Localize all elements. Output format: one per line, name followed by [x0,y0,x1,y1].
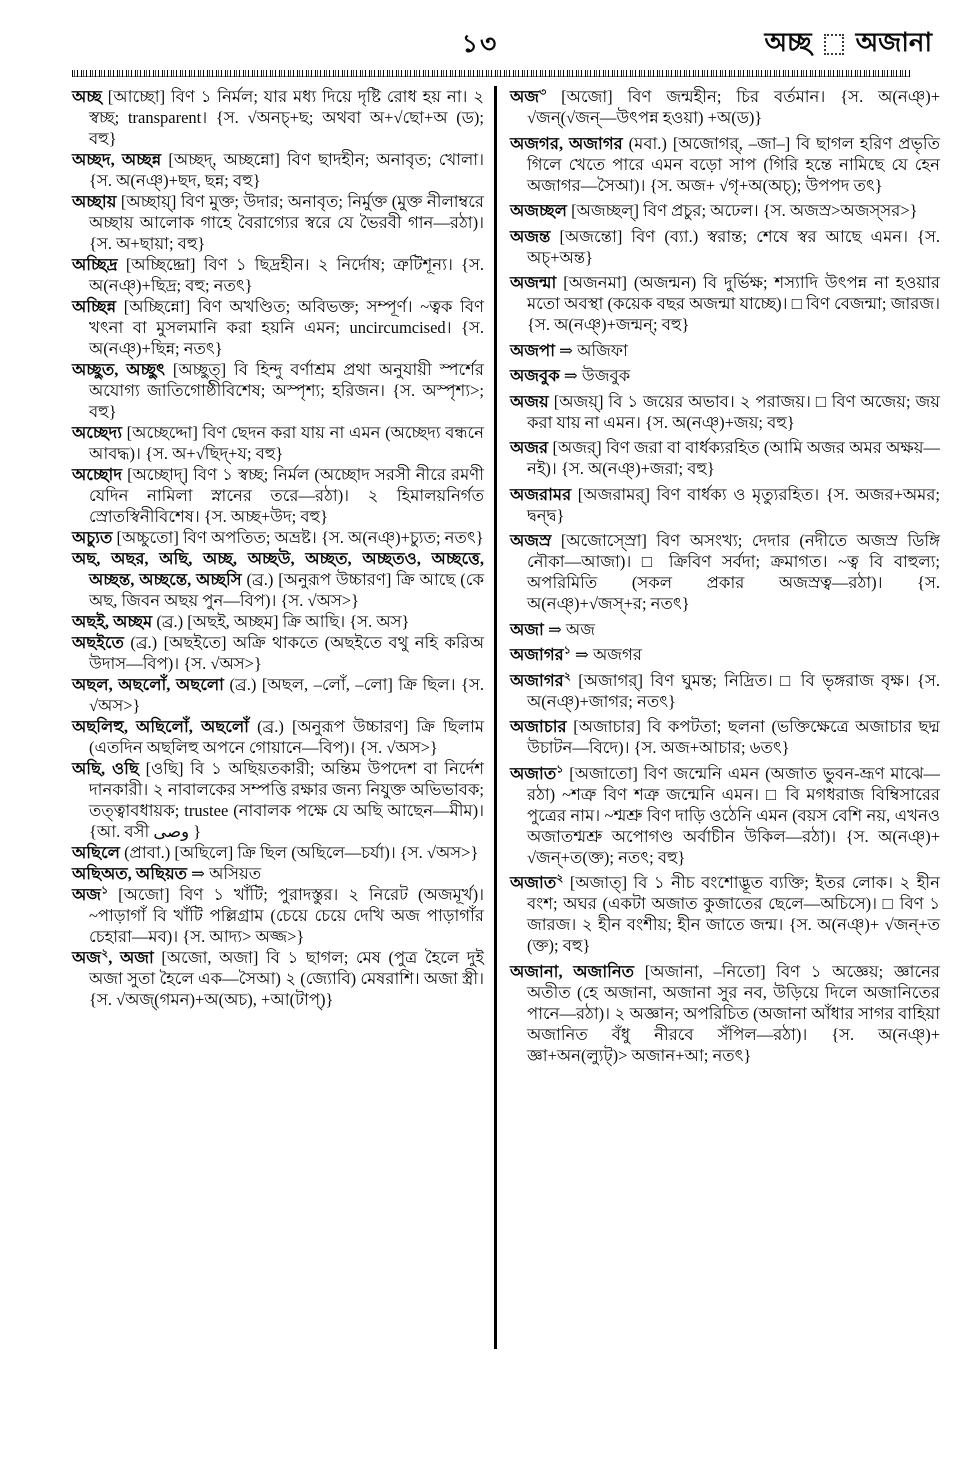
entry-body: [অজয়্] বি ১ জয়ের অভাব। ২ পরাজয়। □ বিণ অজেয়; জয় করা যায় না এমন। {স. অ(নঞ্)+জয়; বহু} [527,391,940,432]
entry-body: [অজো] বিণ জন্মহীন; চির বর্তমান। {স. অ(নঞ্)+ √জন্(√জন্—উৎপন্ন হওয়া) +অ(ড)} [527,87,940,127]
dictionary-entry [72,254,484,296]
dictionary-entry [510,133,940,196]
entry-body: [অজর্] বিণ জরা বা বার্ধক্যরহিত (আমি অজর অমর অক্ষয়—নই)। {স. অ(নঞ্)+জরা; বহু} [527,438,940,478]
dictionary-entry [72,359,484,422]
entry-headword: অজবুক [510,366,560,385]
dictionary-entry [510,437,940,479]
entry-body: ⇒ অজ [543,619,595,639]
entry-headword: অছই, অচ্ছম [72,612,153,631]
dictionary-entry [510,530,940,614]
entry-headword-superscript: ২ [101,947,109,960]
entry-headword: অজ [72,885,102,904]
dictionary-entry [72,716,484,758]
entry-body: [অজানা, –নিতো] বিণ ১ অজ্ঞেয়; জ্ঞানের অতীত (হে অজানা, অজানা সুর নব, উড়িয়ে দিলে অজানিতের পানে—রঠা)। ২ অজ্ঞান; অপরিচিত (অজানা আঁধার সাগর বাহিয়া অজানিত বঁধু নীরবে সঁপিল—রঠা)। {স. অ(নঞ্)+ জ্ঞা+অন(ল্যুট্)> অজান+আ; নতৎ} [527,961,941,1065]
entry-headword: অছ, অছর, অছি, অচ্ছ, অচ্ছউ, অচ্ছত, অচ্ছতও, অচ্ছত্তে, অচ্ছন্ত, অচ্ছন্তে, অচ্ছসি [72,549,484,589]
dictionary-entry [72,86,484,149]
dictionary-entry [510,272,940,335]
entry-headword-superscript: ১ [101,884,109,897]
entry-headword: অজরামর [510,484,572,504]
entry-headword-superscript: ২ [563,670,571,682]
entry-body: [অচ্ছিদ্দ্রো] বিণ ১ ছিদ্রহীন। ২ নির্দোষ; ত্রুটিশূন্য। {স. অ(নঞ্)+ছিদ্র; বহু; নতৎ} [89,255,484,295]
dictionary-entry [72,842,484,863]
dictionary-entry [72,191,484,254]
dictionary-entry [72,149,484,191]
entry-headword: অচ্ছদ, অচ্ছন্ন [72,150,162,169]
entry-body: [অজাতো] বিণ জন্মেনি এমন (অজাত ভুবন-ভ্রূণ মাঝে—রঠা) ~শত্রু বিণ শত্রু জন্মেনি এমন। □ বি মগধরাজ বিম্বিসারের পুত্রের নাম। ~শ্মশ্রু বিণ দাড়ি ওঠেনি এমন (বয়স বেশি নয়, এখনও অজাতশ্মশ্রু অপোগণ্ড অর্বাচীন উকিল—রঠা)। {স. অ(নঞ্)+ √জন্+ত(ক্ত); নতৎ; বহু} [527,763,940,867]
entry-body: [ওছি] বি ১ অছিয়তকারী; অন্তিম উপদেশ বা নির্দেশ দানকারী। ২ নাবালকের সম্পত্তি রক্ষার জন্য নিযুক্ত অভিভাবক; তত্ত্বাবধায়ক; trustee (নাবালক পক্ষে যে অছি আছেন—মীম)। {আ. বসী وصى } [89,759,484,841]
entry-body: ⇒ অসিয়ত [187,864,262,883]
entry-headword: অজানা, অজানিত [510,961,635,981]
entry-body: (মবা.) [অজোগর্, –জা–] বি ছাগল হরিণ প্রভৃতি গিলে খেতে পারে এমন বড়ো সাপ (গিরি হন্তে নামিছে যে হেন অজাগর—সৈআ)। {স. অজ+ √গৃ+অ(অচ্); উপপদ তৎ} [527,133,940,195]
entry-body: [অচ্ছোদ্] বিণ ১ স্বচ্ছ; নির্মল (অচ্ছোদ সরসী নীরে রমণী যেদিন নামিলা স্নানের তরে—রঠা)। ২ হিমালয়নির্গত স্রোতস্বিনীবিশেষ। {স. অচ্ছ+উদ; বহু} [89,465,484,526]
entry-body: [অজো] বিণ ১ খাঁটি; পুরাদস্তুর। ২ নিরেট (অজমূর্খ)। ~পাড়াগাঁ বি খাঁটি পল্লিগ্রাম (চেয়ে চেয়ে দেখি অজ পাড়াগাঁর চেহারা—মব)। {স. আদ্য> অজ্জ>} [89,885,484,946]
separator-box-icon [824,34,844,55]
dictionary-body [72,86,940,1444]
dictionary-entry [510,670,940,712]
entry-body: [অচ্ছদ্, অচ্ছন্নো] বিণ ছাদহীন; অনাবৃত; খোলা। {স. অ(নঞ্)+ছদ, ছন্ন; বহু} [89,150,484,190]
guide-word-first: অচ্ছ [764,28,812,57]
entry-headword-extra: , অজা [108,948,154,967]
entry-headword: অজপা [510,340,556,360]
entry-body: [আচ্ছো] বিণ ১ নির্মল; যার মধ্য দিয়ে দৃষ্টি রোধ হয় না। ২ স্বচ্ছ; transparent। {স. √অনচ্+ছ; অথবা অ+√ছো+অ (ড); বহু} [89,87,484,148]
entry-body: [অজচ্ছল্] বিণ প্রচুর; অঢেল। {স. অজস্র>অজস্সর>} [566,201,918,220]
entry-headword: অচ্ছিন্ন [72,297,117,316]
entry-body: ⇒ অজগর [570,645,642,664]
entry-body: [অজন্তো] বিণ (ব্যা.) স্বরান্ত; শেষে স্বর আছে এমন। {স. অচ্+অন্ত} [527,226,940,267]
dictionary-entry [72,863,484,884]
dictionary-entry [72,464,484,527]
entry-headword: অজন্ত [510,226,551,246]
entry-headword: অজাত [510,763,557,783]
guide-words [764,22,932,66]
entry-body: [অচ্ছেদ্দো] বিণ ছেদন করা যায় না এমন (অচ্ছেদ্য বন্ধনে আবদ্ধ)। {স. অ+√ছিদ্+য; বহু} [89,423,484,463]
entry-headword: অজাগর [510,645,564,664]
dictionary-entry [72,548,484,611]
entry-body: (ব্র.) [অছইতে] অক্রি থাকতে (অছইতে বথু নহি করিঅ উদাস—বিপ)। {স. √অস>} [89,633,484,673]
entry-headword: অজগর, অজাগর [510,133,623,153]
entry-headword: অজর [510,438,549,457]
entry-headword: অজচ্ছল [510,201,567,220]
entry-headword: অজাচার [510,717,567,736]
entry-headword: অছইতে [72,633,124,652]
entry-headword-superscript: ১ [556,763,564,775]
entry-body: [অচ্চুতো] বিণ অপতিত; অভ্রষ্ট। {স. অ(নঞ্)+চ্যুত; নতৎ} [112,528,484,547]
entry-headword: অজন্মা [510,273,557,292]
entry-body: [অজোস্স্রো] বিণ অসংখ্য; দেদার (নদীতে অজস্র ডিঙ্গি নৌকা—আজা)। □ ক্রিবিণ সর্বদা; ক্রমাগত। ~ত্ব বি বাহুল্য; অপরিমিতি (সকল প্রকার অজস্রত্ব—রঠা)। {স. অ(নঞ্)+√জস্+র; নতৎ} [527,531,940,613]
dictionary-entry [510,86,940,128]
entry-body: (প্রাবা.) [অছিলে] ক্রি ছিল (অছিলে—চর্যা)। {স. √অস>} [119,843,479,862]
entry-body: (ব্র.) [অছল, –লোঁ, –লো] ক্রি ছিল। {স. √অস>} [89,675,484,715]
dictionary-entry [510,484,940,526]
guide-word-last: অজানা [855,28,932,57]
entry-headword: অছি, ওছি [72,759,139,778]
entry-body: [অজরামর্] বিণ বার্ধক্য ও মৃত্যুরহিত। {স. অজর+অমর; দ্বন্দ্ব} [527,484,940,525]
entry-body: (ব্র.) [অনুরূপ উচ্চারণ] ক্রি ছিলাম (এতদিন অছলিহু অপনে গোয়ানে—বিপ)। {স. √অস>} [89,717,484,757]
dictionary-entry [510,200,940,221]
decorative-rule [72,68,910,78]
entry-headword: অছলিহু, অছিলোঁ, অছলোঁ [72,717,249,736]
entry-headword: অচ্ছায় [72,192,117,211]
entry-headword: অজ [72,948,102,967]
entry-headword-superscript: ২ [556,872,564,885]
entry-headword: অজ [510,87,540,106]
dictionary-entry [72,527,484,548]
entry-headword: অছিঅত, অছিয়ত [72,864,188,883]
entry-body: [অচ্ছিন্নো] বিণ অখণ্ডিত; অবিভক্ত; সম্পূর্ণ। ~ত্বক বিণ খৎনা বা মুসলমানি করা হয়নি এমন; uncircumcised। {স. অ(নঞ্)+ছিন্ন; নতৎ} [89,297,484,358]
entry-body: ⇒ অজিফা [555,340,628,360]
entry-headword: অচ্ছুত, অচ্ছুৎ [72,360,166,379]
entry-headword: অজাত [510,873,557,892]
dictionary-entry [510,872,940,956]
entry-headword: অজা [510,619,544,639]
entry-headword: অচ্ছোদ [72,465,122,484]
dictionary-entry [510,619,940,640]
dictionary-entry [72,674,484,716]
dictionary-entry [510,763,940,868]
entry-headword: অজয় [510,391,549,411]
dictionary-entry [72,296,484,359]
entry-headword: অচ্ছেদ্য [72,423,122,442]
entry-body: (ব্র.) [অনুরূপ উচ্চারণ] ক্রি আছে (কে অছ, জিবন অছয় পুন—বিপ)। {স. √অস>} [89,570,484,610]
entry-body: [অজাচার] বি কপটতা; ছলনা (ভক্তিক্ষেত্রে অজাচার ছদ্ম উচাটন—বিদে)। {স. অজ+আচার; ৬তৎ} [527,717,940,757]
entry-body: [অচ্ছুত্] বি হিন্দু বর্ণাশ্রম প্রথা অনুযায়ী স্পর্শের অযোগ্য জাতিগোষ্ঠীবিশেষ; অস্পৃশ্য; হরিজন। {স. অস্পৃশ্য>; বহু} [89,360,484,421]
entry-body: [অজাগর্] বিণ ঘুমন্ত; নিদ্রিত। □ বি ভৃঙ্গরাজ বৃক্ষ। {স. অ(নঞ্)+জাগর; নতৎ} [527,670,940,711]
dictionary-entry [510,644,940,665]
dictionary-entry [510,716,940,758]
dictionary-entry [510,961,940,1066]
dictionary-entry [510,340,940,361]
entry-body: [অজাত্] বি ১ নীচ বংশোদ্ভূত ব্যক্তি; ইতর লোক। ২ হীন বংশ; অঘর (একটা অজাত কুজাতের ছেলে—অচিসে)। □ বিণ ১ জারজ। ২ হীন বংশীয়; হীন জাতে জন্ম। {স. অ(নঞ্)+ √জন্+ত (ক্ত); বহু} [527,873,940,955]
entry-headword: অজস্র [510,531,552,550]
entry-headword: অছিলে [72,843,120,862]
dictionary-entry [72,611,484,632]
entry-headword-superscript: ৩ [539,86,547,99]
entry-headword-superscript: ১ [563,644,571,657]
entry-body: [অজনমা] (অজন্মন) বি দুর্ভিক্ষ; শস্যাদি উৎপন্ন না হওয়ার মতো অবস্থা (কয়েক বছর অজন্মা যাচ্ছে)। □ বিণ বেজন্মা; জারজ। {স. অ(নঞ্)+জন্মন্; বহু} [527,273,940,334]
entry-headword: অচ্ছ [72,87,102,106]
left-column [72,86,484,1444]
dictionary-entry [72,632,484,674]
dictionary-entry [510,391,940,433]
dictionary-entry [510,226,940,268]
entry-headword: অছল, অছলোঁ, অছলো [72,675,224,694]
dictionary-entry [510,365,940,386]
right-column [497,86,940,1444]
entry-body: [অচ্ছায়্] বিণ মুক্ত; উদার; অনাবৃত; নির্মুক্ত (মুক্ত নীলাম্বরে অচ্ছায় আলোক গাহে বৈরাগ্যের স্বরে যে ভৈরবী গান—রঠা)। {স. অ+ছায়া; বহু} [89,192,484,253]
page-number: ১৩ [461,31,499,58]
entry-body: [অজো, অজা] বি ১ ছাগল; মেষ (পুত্র হৈলে দুই অজা সুতা হৈলে এক—সৈআ) ২ (জ্যোবি) মেষরাশি। অজা স্ত্রী। {স. √অজ্(গমন)+অ(অচ), +আ(টাপ্)} [89,948,485,1009]
dictionary-entry [72,884,484,947]
dictionary-entry [72,758,484,842]
entry-body: (ব্র.) [অছই, অচ্ছম] ক্রি আছি। {স. অস} [152,612,410,631]
entry-headword: অজাগর [510,670,564,690]
entry-headword: অচ্যুত [72,528,113,547]
dictionary-entry [72,422,484,464]
dictionary-entry [72,947,484,1010]
entry-body: ⇒ উজবুক [559,366,631,385]
entry-headword: অচ্ছিদ্র [72,255,118,274]
